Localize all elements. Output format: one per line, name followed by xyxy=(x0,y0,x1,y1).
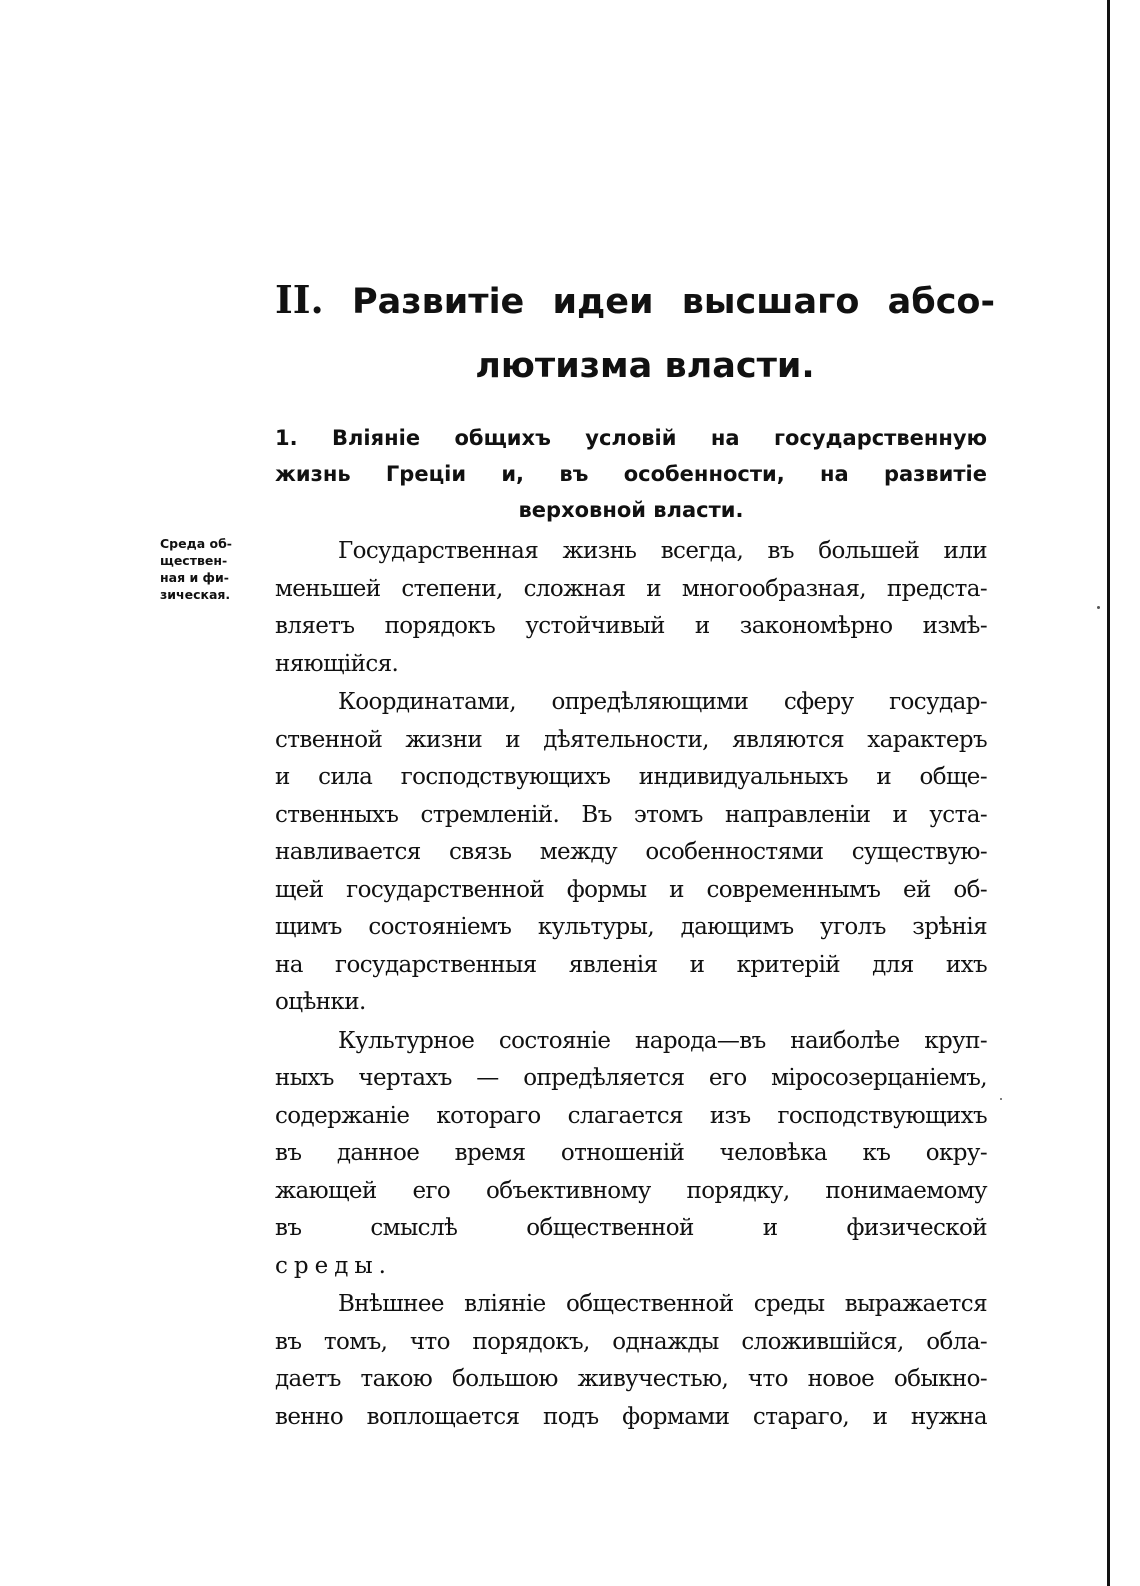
scan-speck xyxy=(1000,1098,1002,1100)
text-line: Внѣшнее вліяніе общественной среды выражается xyxy=(338,1291,987,1317)
text-line: щей государственной формы и современнымъ ей об- xyxy=(275,876,987,903)
body-text xyxy=(275,533,987,1437)
text-line: на государственныя явленія и критерій для ихъ xyxy=(275,951,987,978)
section-title-line: жизнь Греціи и, въ особенности, на развитіе xyxy=(275,462,987,486)
text-line: въ данное время отношеній человѣка къ окру- xyxy=(275,1140,987,1166)
text-line: въ смыслѣ общественной и физической xyxy=(275,1215,987,1241)
text-line: вляетъ порядокъ устойчивый и закономѣрно измѣ- xyxy=(275,613,987,639)
text-line: ственныхъ стремленій. Въ этомъ направленіи и уста- xyxy=(275,801,987,828)
chapter-title xyxy=(275,268,995,398)
chapter-title-text: Развитіе идеи высшаго абсо- xyxy=(352,282,996,322)
text-line: щимъ состояніемъ культуры, дающимъ уголъ зрѣнія xyxy=(275,914,987,940)
paragraph xyxy=(275,1286,987,1436)
text-line: жающей его объективному порядку, понимаемому xyxy=(275,1177,987,1204)
text-line: среды. xyxy=(275,1252,392,1279)
text-line: и сила господствующихъ индивидуальныхъ и обще- xyxy=(275,764,987,790)
margin-note-line: зическая. xyxy=(160,587,231,602)
text-line: ныхъ чертахъ — опредѣляется его міросозерцаніемъ, xyxy=(275,1065,987,1091)
text-line: ственной жизни и дѣятельности, являются характеръ xyxy=(275,726,987,753)
paragraph xyxy=(275,684,987,1022)
paragraph xyxy=(275,1023,987,1286)
scan-speck xyxy=(1097,606,1100,609)
section-title xyxy=(275,420,987,528)
text-line: навливается связь между особенностями существую- xyxy=(275,839,987,865)
text-line: Государственная жизнь всегда, въ большей или xyxy=(338,538,987,564)
text-line: меньшей степени, сложная и многообразная, предста- xyxy=(275,575,987,602)
margin-note-line: ществен- xyxy=(160,553,228,568)
margin-note-line: Среда об- xyxy=(160,536,232,551)
text-line: въ томъ, что порядокъ, однажды сложившійся, обла- xyxy=(275,1328,987,1355)
text-line: няющійся. xyxy=(275,650,399,677)
text-line: оцѣнки. xyxy=(275,989,366,1015)
page-edge-rule xyxy=(1107,0,1110,1586)
margin-note xyxy=(160,535,260,603)
section-title-line: 1. Вліяніе общихъ условій на государственную xyxy=(275,426,987,450)
chapter-numeral: II. xyxy=(275,277,324,322)
text-line: Координатами, опредѣляющими сферу государ- xyxy=(338,689,987,715)
chapter-title-line: лютизма власти. xyxy=(475,346,815,386)
paragraph xyxy=(275,533,987,683)
chapter-title-line xyxy=(275,268,995,334)
margin-note-line: ная и фи- xyxy=(160,570,229,585)
text-line: венно воплощается подъ формами стараго, и нужна xyxy=(275,1403,987,1430)
text-line: Культурное состояніе народа—въ наиболѣе круп- xyxy=(338,1027,987,1054)
section-title-line: верховной власти. xyxy=(518,498,744,522)
text-line: даетъ такою большою живучестью, что новое обыкно- xyxy=(275,1366,987,1392)
text-line: содержаніе котораго слагается изъ господствующихъ xyxy=(275,1102,987,1129)
